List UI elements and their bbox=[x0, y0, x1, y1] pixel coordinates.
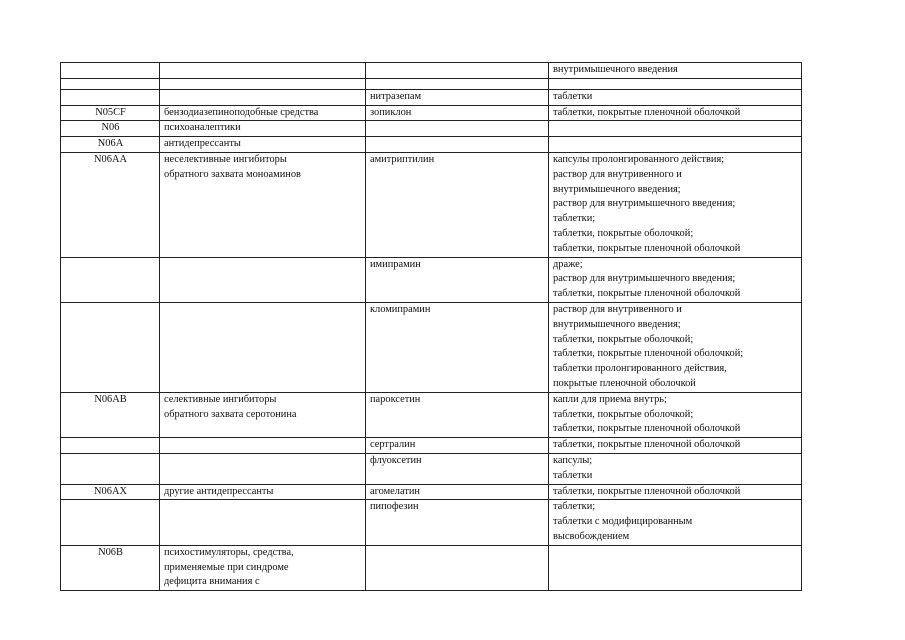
atc-code-text: N05CF bbox=[95, 106, 126, 118]
dosage-forms-cell bbox=[549, 63, 802, 79]
dosage-forms-cell bbox=[549, 121, 802, 137]
atc-code-text: N06B bbox=[98, 546, 123, 558]
atc-code-cell bbox=[61, 257, 160, 302]
group-name-line: обратного захвата серотонина bbox=[164, 408, 297, 420]
table-row bbox=[61, 545, 802, 590]
group-name-line: психостимуляторы, средства, bbox=[164, 546, 294, 558]
dosage-form-line: драже; bbox=[553, 258, 583, 270]
drug-name-cell bbox=[366, 545, 549, 590]
group-name-cell bbox=[160, 257, 366, 302]
dosage-form-line: раствор для внутримышечного введения; bbox=[553, 198, 736, 210]
drug-name-text: нитразепам bbox=[370, 90, 422, 102]
dosage-forms-cell bbox=[549, 500, 802, 545]
atc-code-text: N06A bbox=[97, 138, 124, 150]
atc-code-text: N06AB bbox=[94, 393, 127, 405]
group-name-line: психоаналептики bbox=[164, 122, 241, 134]
dosage-form-line: внутримышечного введения; bbox=[553, 183, 681, 195]
group-name-cell bbox=[160, 545, 366, 590]
table-row bbox=[61, 453, 802, 484]
dosage-form-line: таблетки; bbox=[553, 501, 596, 513]
table-row bbox=[61, 438, 802, 454]
dosage-form-line: таблетки, покрытые оболочкой; bbox=[553, 227, 694, 239]
dosage-form-line: раствор для внутривенного и bbox=[553, 303, 682, 315]
drug-name-cell bbox=[366, 484, 549, 500]
dosage-form-line: капсулы; bbox=[553, 454, 593, 466]
dosage-form-line: таблетки, покрытые пленочной оболочкой bbox=[553, 423, 741, 435]
dosage-form-line: высвобождением bbox=[553, 530, 630, 542]
drug-name-text: флуоксетин bbox=[370, 454, 422, 466]
table-row bbox=[61, 392, 802, 437]
atc-code-text: N06AA bbox=[94, 153, 127, 165]
atc-code-cell bbox=[61, 152, 160, 257]
atc-code-cell bbox=[61, 484, 160, 500]
drug-name-text: пароксетин bbox=[370, 393, 421, 405]
dosage-form-line: раствор для внутривенного и bbox=[553, 168, 682, 180]
drug-name-cell bbox=[366, 302, 549, 392]
drug-name-cell bbox=[366, 89, 549, 105]
table-row bbox=[61, 302, 802, 392]
atc-code-cell bbox=[61, 392, 160, 437]
atc-code-cell bbox=[61, 500, 160, 545]
drug-name-text: амитриптилин bbox=[370, 153, 435, 165]
table-row bbox=[61, 105, 802, 121]
group-name-cell bbox=[160, 392, 366, 437]
atc-code-text: N06 bbox=[101, 122, 120, 134]
table-row bbox=[61, 152, 802, 257]
dosage-form-line: таблетки, покрытые оболочкой; bbox=[553, 333, 694, 345]
dosage-form-line: таблетки bbox=[553, 469, 593, 481]
atc-code-cell bbox=[61, 105, 160, 121]
dosage-forms-cell bbox=[549, 105, 802, 121]
group-name-cell bbox=[160, 438, 366, 454]
dosage-forms-cell bbox=[549, 152, 802, 257]
drug-name-text: зопиклон bbox=[370, 106, 412, 118]
group-name-cell bbox=[160, 484, 366, 500]
drug-name-cell bbox=[366, 121, 549, 137]
table-row bbox=[61, 121, 802, 137]
atc-code-text: N06AX bbox=[94, 485, 127, 497]
dosage-form-line: раствор для внутримышечного введения; bbox=[553, 273, 736, 285]
atc-code-cell bbox=[61, 453, 160, 484]
group-name-line: другие антидепрессанты bbox=[164, 485, 274, 497]
table-body bbox=[61, 63, 802, 591]
dosage-form-line: таблетки с модифицированным bbox=[553, 516, 693, 528]
table-row bbox=[61, 484, 802, 500]
drug-name-cell bbox=[366, 438, 549, 454]
drug-name-text: сертралин bbox=[370, 439, 416, 451]
dosage-forms-cell bbox=[549, 78, 802, 89]
dosage-form-line: таблетки пролонгированного действия, bbox=[553, 363, 727, 375]
atc-code-cell bbox=[61, 137, 160, 153]
group-name-cell bbox=[160, 121, 366, 137]
drug-name-cell bbox=[366, 63, 549, 79]
dosage-form-line: таблетки, покрытые оболочкой; bbox=[553, 408, 694, 420]
dosage-form-line: таблетки, покрытые пленочной оболочкой bbox=[553, 485, 741, 497]
group-name-cell bbox=[160, 63, 366, 79]
drug-name-text: агомелатин bbox=[370, 485, 420, 497]
dosage-form-line: таблетки bbox=[553, 90, 593, 102]
atc-code-cell bbox=[61, 121, 160, 137]
table-row bbox=[61, 257, 802, 302]
dosage-forms-cell bbox=[549, 545, 802, 590]
group-name-line: селективные ингибиторы bbox=[164, 393, 277, 405]
table-row bbox=[61, 137, 802, 153]
group-name-cell bbox=[160, 78, 366, 89]
group-name-line: антидепрессанты bbox=[164, 138, 241, 150]
group-name-cell bbox=[160, 105, 366, 121]
group-name-line: дефицита внимания с bbox=[164, 576, 260, 588]
group-name-line: бензодиазепиноподобные средства bbox=[164, 106, 319, 118]
group-name-cell bbox=[160, 500, 366, 545]
group-name-line: обратного захвата моноаминов bbox=[164, 168, 301, 180]
group-name-cell bbox=[160, 302, 366, 392]
dosage-form-line: таблетки, покрытые пленочной оболочкой bbox=[553, 439, 741, 451]
drug-name-cell bbox=[366, 257, 549, 302]
drug-name-cell bbox=[366, 453, 549, 484]
drug-name-cell bbox=[366, 152, 549, 257]
drug-name-cell bbox=[366, 137, 549, 153]
atc-code-cell bbox=[61, 78, 160, 89]
dosage-forms-cell bbox=[549, 89, 802, 105]
drug-name-cell bbox=[366, 78, 549, 89]
drug-name-cell bbox=[366, 500, 549, 545]
dosage-form-line: таблетки; bbox=[553, 213, 596, 225]
drug-name-text: кломипрамин bbox=[370, 303, 431, 315]
dosage-form-line: таблетки, покрытые пленочной оболочкой bbox=[553, 242, 741, 254]
drug-name-cell bbox=[366, 392, 549, 437]
group-name-cell bbox=[160, 89, 366, 105]
table-row bbox=[61, 500, 802, 545]
dosage-form-line: покрытые пленочной оболочкой bbox=[553, 377, 696, 389]
dosage-forms-cell bbox=[549, 137, 802, 153]
drug-name-text: имипрамин bbox=[370, 258, 421, 270]
dosage-forms-cell bbox=[549, 438, 802, 454]
atc-code-cell bbox=[61, 545, 160, 590]
atc-code-cell bbox=[61, 89, 160, 105]
drug-name-text: пипофезин bbox=[370, 501, 419, 513]
dosage-form-line: таблетки, покрытые пленочной оболочкой; bbox=[553, 348, 744, 360]
drug-classification-table bbox=[60, 62, 802, 591]
group-name-cell bbox=[160, 453, 366, 484]
dosage-forms-cell bbox=[549, 392, 802, 437]
group-name-cell bbox=[160, 137, 366, 153]
group-name-line: неселективные ингибиторы bbox=[164, 153, 287, 165]
table-row bbox=[61, 89, 802, 105]
group-name-line: применяемые при синдроме bbox=[164, 561, 289, 573]
atc-code-cell bbox=[61, 302, 160, 392]
atc-code-cell bbox=[61, 63, 160, 79]
table-row bbox=[61, 63, 802, 79]
dosage-form-line: внутримышечного введения bbox=[553, 64, 678, 75]
dosage-forms-cell bbox=[549, 453, 802, 484]
dosage-forms-cell bbox=[549, 302, 802, 392]
dosage-form-line: капсулы пролонгированного действия; bbox=[553, 153, 725, 165]
drug-name-cell bbox=[366, 105, 549, 121]
dosage-form-line: внутримышечного введения; bbox=[553, 318, 681, 330]
dosage-forms-cell bbox=[549, 484, 802, 500]
table-row bbox=[61, 78, 802, 89]
group-name-cell bbox=[160, 152, 366, 257]
atc-code-cell bbox=[61, 438, 160, 454]
dosage-form-line: капли для приема внутрь; bbox=[553, 393, 667, 405]
dosage-forms-cell bbox=[549, 257, 802, 302]
dosage-form-line: таблетки, покрытые пленочной оболочкой bbox=[553, 288, 741, 300]
dosage-form-line: таблетки, покрытые пленочной оболочкой bbox=[553, 106, 741, 118]
